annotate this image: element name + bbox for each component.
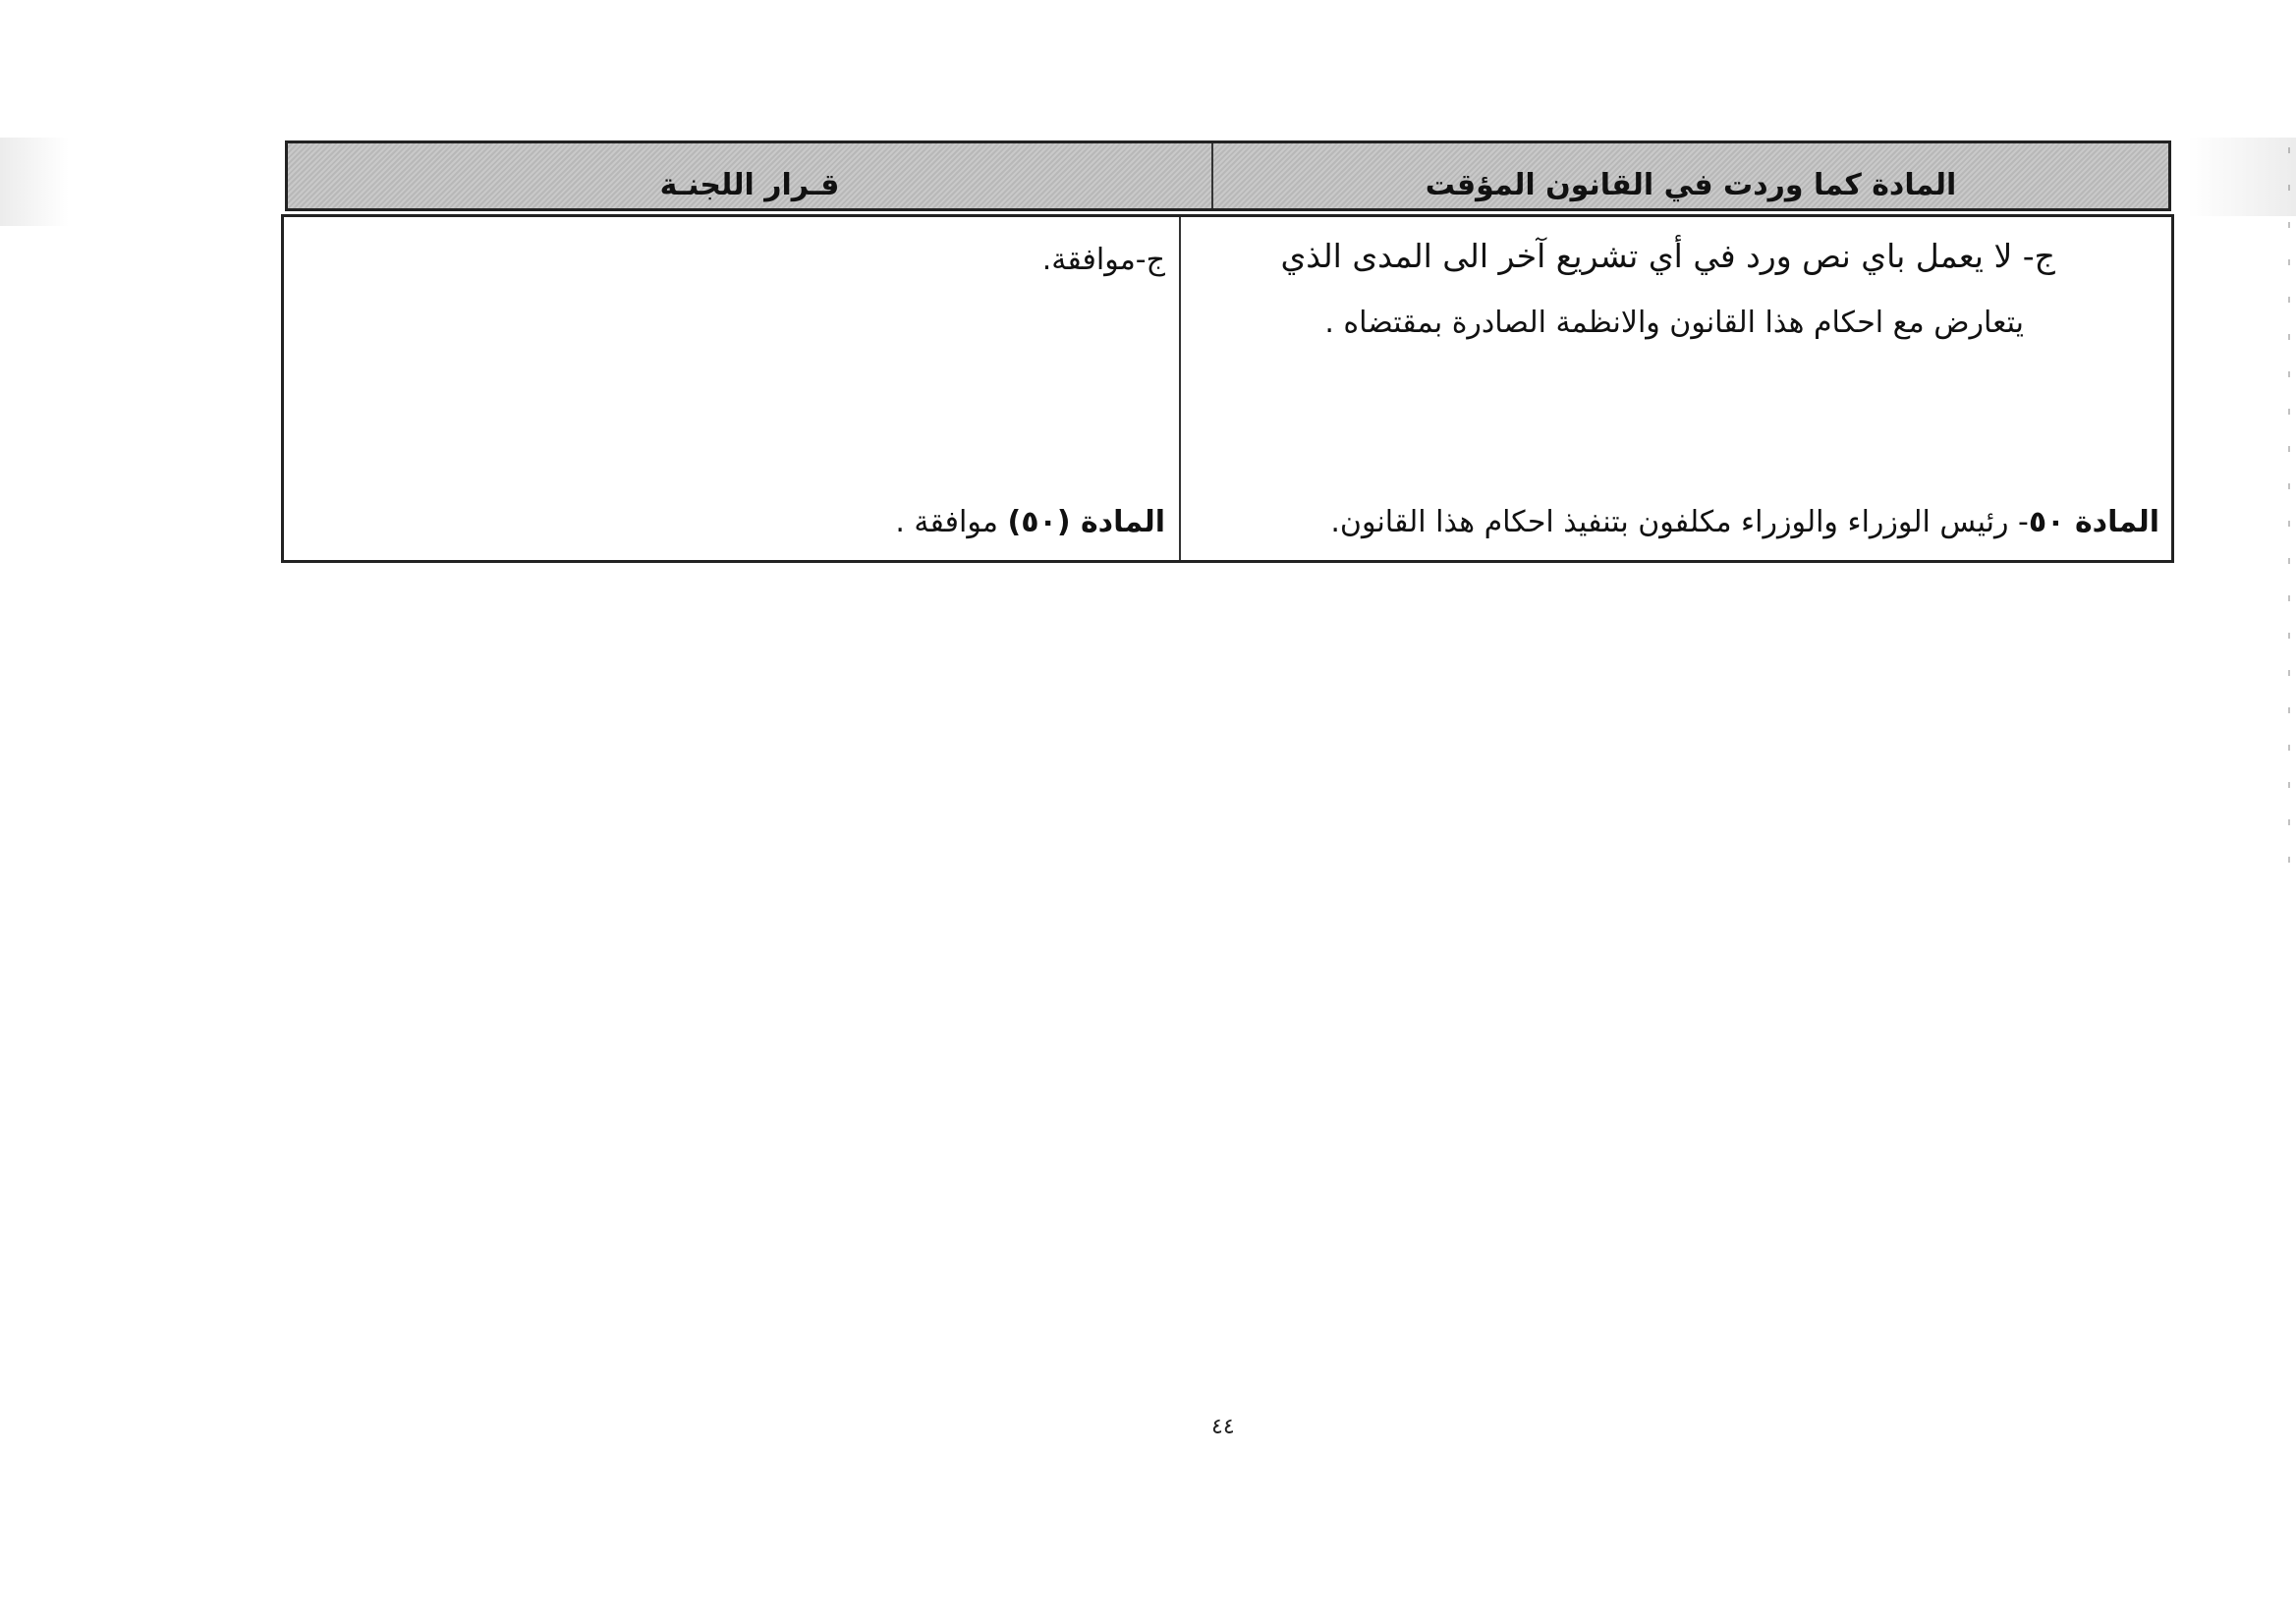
table-body [281, 214, 2174, 563]
decision-cell [284, 217, 1179, 560]
decision-50-text: موافقة . [895, 505, 1008, 539]
article-c-line-1: ج- لا يعمل باي نص ورد في أي تشريع آخر الى المدى الذي [1280, 237, 2055, 275]
article-50-line [1330, 505, 2159, 539]
header-decision-column [288, 143, 1211, 208]
article-50-text: - رئيس الوزراء والوزراء مكلفون بتنفيذ احكام هذا القانون. [1330, 505, 2029, 539]
article-50-label: المادة ٥٠ [2028, 505, 2159, 539]
article-cell [1179, 217, 2171, 560]
page-number: ٤٤ [1211, 1415, 1235, 1439]
decision-50-label: المادة (٥٠) [1007, 505, 1165, 539]
article-c-line-2: يتعارض مع احكام هذا القانون والانظمة الصادرة بمقتضاه . [1324, 306, 2024, 340]
scan-artifact-left [0, 138, 69, 226]
header-article-label: المادة كما وردت في القانون المؤقت [1425, 167, 1957, 202]
table-header [285, 140, 2171, 211]
header-article-column [1211, 143, 2168, 208]
scan-artifact-line [2288, 147, 2290, 884]
scan-artifact-right [2188, 138, 2296, 216]
header-decision-label: قـرار اللجنـة [659, 167, 840, 202]
decision-c: ج-موافقة. [1041, 243, 1165, 277]
decision-50-line [895, 505, 1165, 539]
